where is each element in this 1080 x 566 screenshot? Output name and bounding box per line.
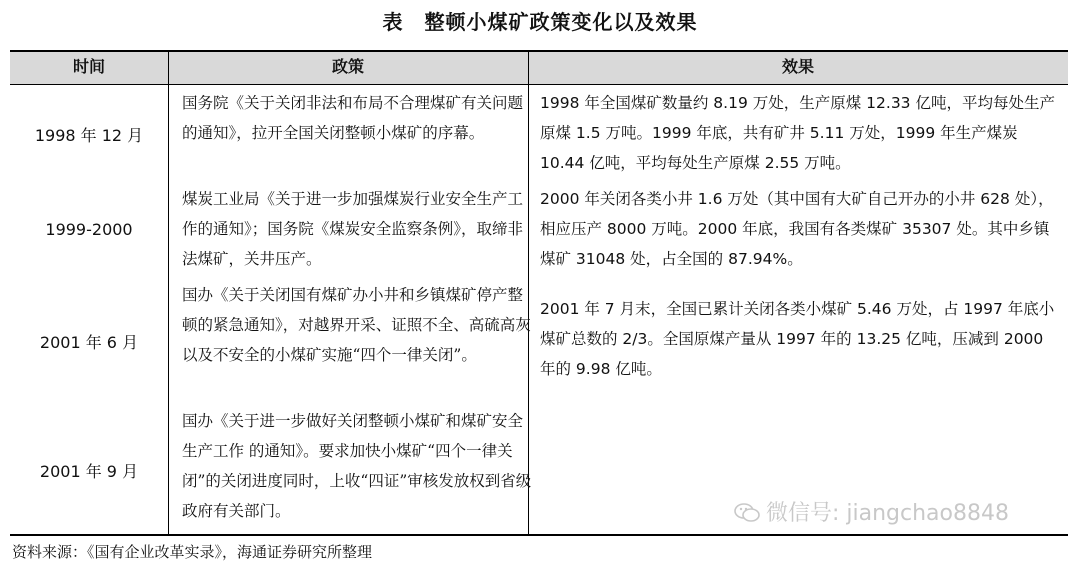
row-policy: 国务院《关于关闭非法和布局不合理煤矿有关问题的通知》，拉开全国关闭整顿小煤矿的序幕。: [182, 94, 524, 142]
watermark: [734, 496, 1009, 527]
row-policy: 国办《关于关闭国有煤矿办小井和乡镇煤矿停产整顿的紧急通知》，对越界开采、证照不全、高硫高灰以及不安全的小煤矿实施“四个一律关闭”。: [182, 286, 531, 364]
watermark-text: 微信号: jiangchao8848: [766, 501, 1009, 526]
effect-paragraph: 1998 年全国煤矿数量约 8.19 万处，生产原煤 12.33 亿吨，平均每处生产原煤 1.5 万吨。1999 年底，共有矿井 5.11 万处，1999 年生产煤炭 10.44 亿吨，平均每处生产原煤 2.55 万吨。: [540, 94, 1055, 172]
table-title: 表 整顿小煤矿政策变化以及效果: [382, 10, 698, 34]
header-policy: 政策: [331, 57, 364, 76]
effect-paragraph: 2000 年关闭各类小井 1.6 万处（其中国有大矿自己开办的小井 628 处），相应压产 8000 万吨。2000 年底，我国有各类煤矿 35307 处。其中乡镇煤矿 31048 处，占全国的 87.94%。: [540, 190, 1054, 268]
row-policy: 煤炭工业局《关于进一步加强煤炭行业安全生产工作的通知》；国务院《煤炭安全监察条例》，取缔非法煤矿，关井压产。: [182, 190, 524, 268]
row-time: 2001 年 6 月: [39, 333, 139, 352]
row-time: 1998 年 12 月: [34, 126, 144, 145]
row-policy: 国办《关于进一步做好关闭整顿小煤矿和煤矿安全生产工作 的通知》。要求加快小煤矿“四个一律关闭”的关闭进度同时，上收“四证”审核发放权到省级政府有关部门。: [182, 412, 532, 520]
column-divider: [168, 50, 169, 536]
wechat-icon: [734, 503, 760, 523]
row-time: 2001 年 9 月: [39, 462, 139, 481]
effect-paragraph: 2001 年 7 月末，全国已累计关闭各类小煤矿 5.46 万处，占 1997 年底小煤矿总数的 2/3。全国原煤产量从 1997 年的 13.25 亿吨，压减到 2000 年的 9.98 亿吨。: [540, 300, 1055, 378]
header-effect: 效果: [781, 57, 814, 76]
row-time: 1999-2000: [45, 220, 133, 239]
header-time: 时间: [72, 57, 105, 76]
source-note: 资料来源：《国有企业改革实录》，海通证券研究所整理: [12, 543, 373, 561]
policy-table: [10, 50, 1068, 536]
